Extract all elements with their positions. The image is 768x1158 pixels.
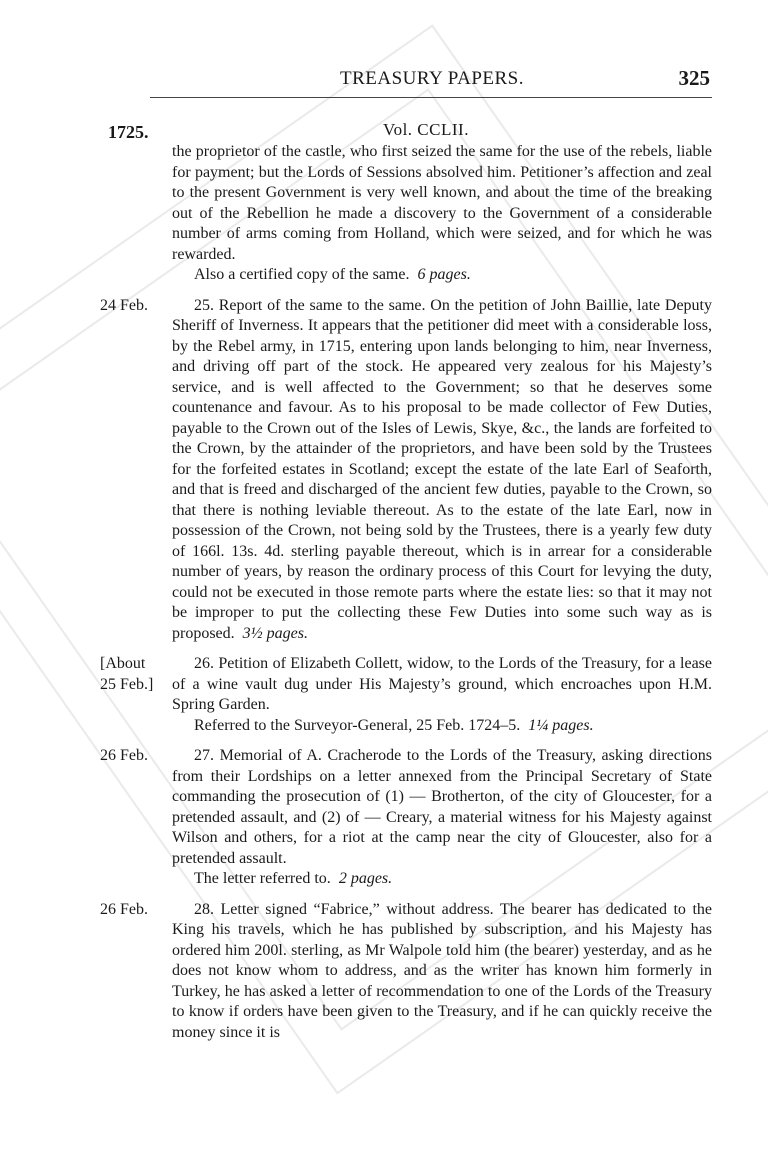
entry-paragraph: 25. Report of the same to the same. On the petition of John Baillie, late Deputy Sheriff of Inverness. It appears that the petitioner did meet with a considerable loss, by the Rebel army, in 1715, entering upon lands belonging to him, near Inverness, and driving off part of the stock. He appeared very zealous for his Majesty’s service, and is well affected to the Government; so that he deserves some countenance and favour. As to his proposal to be made collector of Few Duties, payable to the Crown out of the Isles of Lewis, Skye, &c., the lands are forfeited to the Crown, by the attainder of the proprietors, and have been sold by the Trustees for the forfeited estates in Scotland; except the estate of the late Earl of Seaforth, and that is freed and discharged of the ancient few duties, payable to the Crown, so that there is nothing leviable thereout. As to the estate of the late Earl, now in possession of the Crown, not being sold by the Trustees, there is a yearly few duty of 166l. 13s. 4d. sterling payable thereout, which is in arrear for a considerable number of years, by reason the ordinary process of this Court for levying the duty, could not be executed in those remote parts where the estate lies: so that it may not be improper to put the collecting these Few Duties into some such way as is proposed. <box>172 296 712 642</box>
page-number: 325 <box>678 66 710 90</box>
entry-date: 24 Feb. <box>100 296 148 314</box>
entry-note <box>172 869 712 890</box>
page-header <box>150 66 710 96</box>
entry-27 <box>100 746 712 890</box>
entry-text: 28. Letter signed “Fabrice,” without address. The bearer has dedicated to the King his travels, which he has published by subscription, and his Majesty has ordered him 200l. sterling, as Mr Walpole told him (the bearer) yesterday, and as he does not know whom to address, and as the writer has known him formerly in Turkey, he has asked a letter of recommendation to one of the Lords of the Treasury to know if orders have been given to the Treasury, and if he can quickly receive the money since it is <box>172 900 712 1041</box>
document-body <box>100 142 712 1043</box>
year-label: 1725. <box>108 122 149 142</box>
entry-note <box>172 265 712 286</box>
volume-label: Vol. CCLII. <box>383 120 469 139</box>
entry-26 <box>100 654 712 736</box>
entry-pages: 3½ pages. <box>242 624 308 642</box>
header-rule <box>150 97 712 98</box>
entry-date: 26 Feb. <box>100 900 148 918</box>
note-pages: 1¼ pages. <box>528 716 594 734</box>
entry-text: the proprietor of the castle, who first seized the same for the use of the rebels, liable for payment; but the Lords of Sessions absolved him. Petitioner’s affection and zeal to the present Government is very well known, and about the time of the breaking out of the Rebellion he made a discovery to the Government of a considerable number of arms coming from Holland, which were seized, and for which he was rewarded. <box>172 143 712 263</box>
entry-continuation <box>100 142 712 286</box>
note-pages: 6 pages. <box>417 266 471 283</box>
entry-text: 27. Memorial of A. Cracherode to the Lords of the Treasury, asking directions from their Lordships on a letter annexed from the Principal Secretary of State commanding the prosecution of (1) — Brotherton, of the city of Gloucester, for a pretended assault, and (2) of — Creary, a material witness for his Majesty against Wilson and others, for a riot at the camp near the city of Gloucester, also for a pretended assault. <box>172 747 712 867</box>
entry-28 <box>100 900 712 1044</box>
note-text: Referred to the Surveyor-General, 25 Feb. 1724–5. <box>194 716 521 734</box>
entry-25 <box>100 296 712 645</box>
running-title: TREASURY PAPERS. <box>340 68 524 89</box>
entry-note <box>172 716 712 737</box>
entry-date: [About 25 Feb.] <box>100 655 154 693</box>
note-pages: 2 pages. <box>338 870 393 887</box>
entry-text <box>172 296 712 645</box>
entry-date: 26 Feb. <box>100 747 148 764</box>
entry-date <box>100 142 172 286</box>
entry-text: 26. Petition of Elizabeth Collett, widow, to the Lords of the Treasury, for a lease of a wine vault dug under His Majesty’s ground, which encroaches upon H.M. Spring Garden. <box>172 655 712 713</box>
note-text: The letter referred to. <box>194 870 331 887</box>
note-text: Also a certified copy of the same. <box>194 266 410 283</box>
